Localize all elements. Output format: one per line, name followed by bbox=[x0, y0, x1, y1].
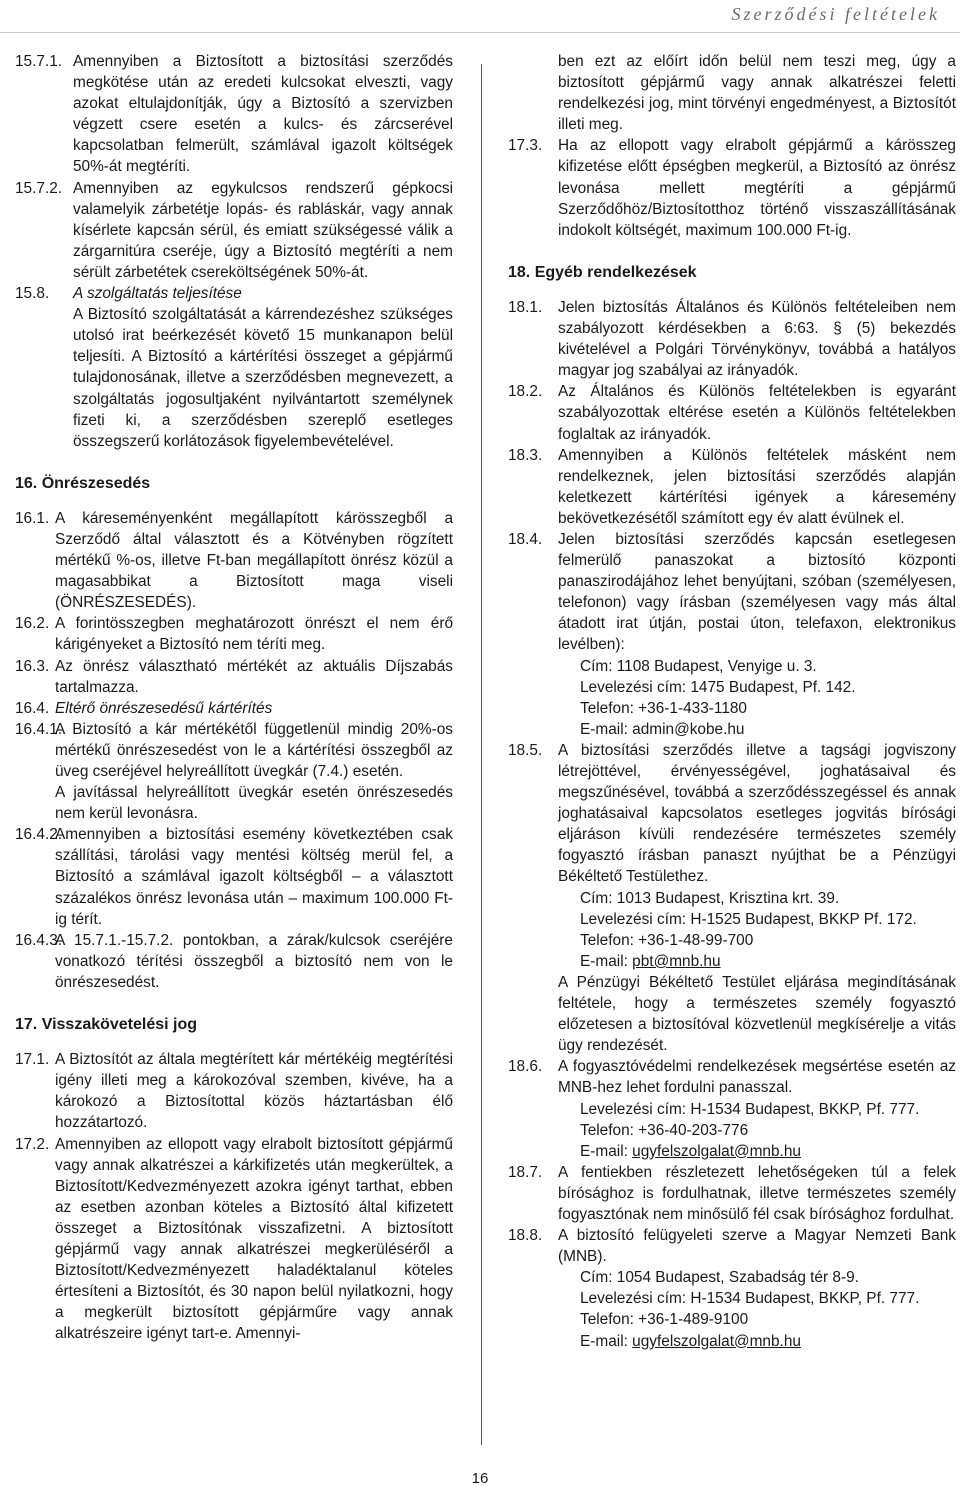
clause-16-4-3 bbox=[15, 930, 453, 993]
clause-text: A 15.7.1.-15.7.2. pontokban, a zárak/kulcsok cseréjére vonatkozó térítési összegből a biztosító nem von le önrészesedést. bbox=[55, 931, 453, 991]
clause-number: 17.2. bbox=[15, 1135, 50, 1153]
clause-number: 18.2. bbox=[508, 383, 543, 401]
section-heading-17: 17. Visszakövetelési jog bbox=[15, 1016, 198, 1034]
clause-title: Eltérő önrészesedésű kártérítés bbox=[55, 699, 273, 717]
left-column bbox=[15, 51, 453, 1344]
clause-number: 16.2. bbox=[15, 615, 50, 633]
clause-number: 18.1. bbox=[508, 298, 543, 316]
clause-text: Amennyiben a biztosítási esemény következtében csak szállítási, tárolási vagy mentési költség merül fel, a Biztosító a számlával igazolt költségből – a választott százalékos önrész levonása után – maximum 100.000 Ft-ig térít. bbox=[55, 826, 453, 928]
clause-number: 16.1. bbox=[15, 509, 50, 527]
clause-text: Az önrész választható mértékét az aktuális Díjszabás tartalmazza. bbox=[55, 657, 453, 696]
right-column bbox=[508, 51, 956, 1352]
clause-number: 18.6. bbox=[508, 1058, 543, 1076]
clause-text-2: A Pénzügyi Békéltető Testület eljárása megindításának feltétele, hogy a természetes személy fogyasztó előzetesen a biztosítóval közvetlenül megkísérelje a vitás ügy rendezését. bbox=[558, 973, 956, 1055]
clause-16-4-1 bbox=[15, 719, 453, 824]
clause-17-1 bbox=[15, 1049, 453, 1133]
address-line: Levelezési cím: 1475 Budapest, Pf. 142. bbox=[580, 678, 856, 696]
email-line bbox=[558, 1141, 956, 1162]
section-heading-18: 18. Egyéb rendelkezések bbox=[508, 263, 697, 281]
clause-number: 15.7.1. bbox=[15, 53, 63, 70]
clause-text: Jelen biztosítás Általános és Különös feltételeiben nem szabályozott kérdésekben a 6:63. § (5) bekezdés kivételével a Polgári Törvénykönyv, továbbá a hatályos magyar jog szabályai az irányadók. bbox=[558, 298, 956, 380]
email-label: E-mail: bbox=[580, 1142, 633, 1160]
clause-text: A Biztosító a kár mértékétől függetlenül mindig 20%-os mértékű önrészesedést von le a kártérítési összegből az üveg cseréjével helyreállított üvegkár (7.4.) esetén. bbox=[55, 720, 453, 780]
clause-18-3 bbox=[508, 445, 956, 529]
clause-number: 15.8. bbox=[15, 285, 50, 303]
clause-18-2 bbox=[508, 381, 956, 444]
clause-number: 16.4.2. bbox=[15, 826, 63, 844]
clause-number: 16.4.3. bbox=[15, 931, 63, 949]
clause-number: 18.5. bbox=[508, 741, 543, 759]
clause-15-8 bbox=[15, 283, 453, 452]
clause-text: Amennyiben az egykulcsos rendszerű gépkocsi valamelyik zárbetétje lopás- és rabláskár, vagy annak kísérlete kapcsán sérül, és emiatt szükségessé válik a zárgarnitúra cseréje, úgy a Biztosító megtéríti a nem sérült zárbetétek csereköltségének 50%-át. bbox=[73, 179, 453, 281]
clause-text: A biztosító felügyeleti szerve a Magyar Nemzeti Bank (MNB). bbox=[558, 1227, 956, 1266]
email-line bbox=[558, 1331, 956, 1352]
clause-text: Amennyiben a Különös feltételek másként nem rendelkeznek, jelen biztosítási szerződés alapján keletkezett kártérítési igények a káresemény bekövetkezésétől számított egy év alatt évülnek el. bbox=[558, 446, 956, 527]
phone-line: Telefon: +36-1-489-9100 bbox=[580, 1311, 749, 1329]
header-rule bbox=[0, 32, 960, 33]
clause-text: A Biztosító szolgáltatását a kárrendezéshez szükséges utolsó irat beérkezését követő 15 munkanapon belül teljesíti. A Biztosító a kártérítési összeget a gépjármű tulajdonosának, illetve a szerződésben megnevezett, a szolgáltatás jogosultjaként nyilvántartott személynek fizeti ki, a szerződésben szereplő esetleges összegszerű korlátozások figyelembevételével. bbox=[73, 306, 453, 450]
clause-text: A fogyasztóvédelmi rendelkezések megsértése esetén az MNB-hez lehet fordulni panasszal. bbox=[558, 1058, 956, 1097]
clause-16-4-2 bbox=[15, 824, 453, 929]
clause-16-2 bbox=[15, 613, 453, 655]
clause-number: 18.7. bbox=[508, 1163, 543, 1181]
clause-number: 17.1. bbox=[15, 1051, 50, 1069]
email-line: E-mail: admin@kobe.hu bbox=[580, 720, 745, 738]
clause-16-1 bbox=[15, 508, 453, 613]
clause-17-2 bbox=[15, 1134, 453, 1345]
page-header bbox=[0, 0, 960, 42]
clause-18-6 bbox=[508, 1056, 956, 1161]
clause-text: Az Általános és Különös feltételekben is egyaránt szabályozottak eltérése esetén a Különös feltételekben foglaltak az irányadók. bbox=[558, 383, 956, 443]
phone-line: Telefon: +36-1-433-1180 bbox=[580, 699, 747, 717]
email-label: E-mail: bbox=[580, 952, 633, 970]
clause-number: 16.4. bbox=[15, 699, 50, 717]
page-number: 16 bbox=[471, 1470, 489, 1487]
clause-number: 15.7.2. bbox=[15, 179, 63, 197]
column-divider bbox=[481, 64, 482, 1445]
clause-text-2: A javítással helyreállított üvegkár esetén önrészesedés nem kerül levonásra. bbox=[55, 784, 453, 823]
clause-title: A szolgáltatás teljesítése bbox=[73, 285, 242, 303]
clause-text: A káreseményenként megállapított kárösszegből a Szerződő által választott és a Kötvényben rögzített mértékű %-os, illetve Ft-ban megállapított önrész közül a magasabbikat a Biztosított maga viseli (ÖNRÉSZESEDÉS). bbox=[55, 509, 453, 612]
clause-16-4 bbox=[15, 698, 453, 719]
address-line: Cím: 1054 Budapest, Szabadság tér 8-9. bbox=[580, 1269, 859, 1287]
clause-number: 18.3. bbox=[508, 446, 543, 464]
email-link[interactable]: ugyfelszolgalat@mnb.hu bbox=[632, 1332, 801, 1350]
clause-text: A forintösszegben meghatározott önrészt el nem érő kárigényeket a Biztosító nem téríti meg. bbox=[55, 615, 453, 654]
clause-15-7-2 bbox=[15, 178, 453, 283]
address-line: Cím: 1013 Budapest, Krisztina krt. 39. bbox=[580, 889, 840, 907]
clause-18-4 bbox=[508, 529, 956, 740]
address-line: Levelezési cím: H-1534 Budapest, BKKP, Pf. 777. bbox=[580, 1290, 920, 1308]
clause-text: Amennyiben a Biztosított a biztosítási szerződés megkötése után az eredeti kulcsokat elveszti, vagy azokat eltulajdonítják, úgy a Biztosító a szervizben végzett csere esetén a kulcs- és zárcserével kapcsolatban felmerült, számlával igazolt költségek 50%-át megtéríti. bbox=[73, 53, 453, 176]
clause-text: A fentiekben részletezett lehetőségeken túl a felek bírósághoz is fordulhatnak, illetve természetes személy fogyasztónak nem minősülő fél csak bírósághoz fordulhat. bbox=[558, 1163, 956, 1223]
clause-number: 18.8. bbox=[508, 1227, 543, 1245]
clause-number: 18.4. bbox=[508, 530, 543, 548]
clause-17-3 bbox=[508, 135, 956, 240]
phone-line: Telefon: +36-1-48-99-700 bbox=[580, 931, 754, 949]
section-heading-16: 16. Önrészesedés bbox=[15, 474, 151, 492]
clause-text: Ha az ellopott vagy elrabolt gépjármű a kárösszeg kifizetése előtt épségben megkerül, a Biztosító az önrész levonása mellett megtéríti a gépjármű Szerződőhöz/Biztosítotthoz történő visszaszállításának indokolt költségét, maximum 100.000 Ft-ig. bbox=[558, 137, 956, 239]
email-link[interactable]: ugyfelszolgalat@mnb.hu bbox=[632, 1142, 801, 1160]
clause-15-7-1 bbox=[15, 51, 453, 178]
email-line bbox=[558, 951, 956, 972]
clause-text: A biztosítási szerződés illetve a tagsági jogviszony létrejöttével, érvényességével, joghatásaival és megszűnésével, továbbá a szerződésszegéssel és annak joghatásaival kapcsolatos esetleges jogvitás bírósági eljáráson kívüli rendezésére természetes személy fogyasztó írásban panaszt nyújthat be a Pénzügyi Békéltető Testülethez. bbox=[558, 741, 956, 886]
email-label: E-mail: bbox=[580, 1332, 633, 1350]
clause-18-7 bbox=[508, 1162, 956, 1225]
clause-text: ben ezt az előírt időn belül nem teszi meg, úgy a biztosított gépjármű vagy annak alkatrészei feletti rendelkezési jog, mint törvényi engedményest, a Biztosítót illeti meg. bbox=[558, 53, 956, 134]
clause-number: 16.4.1. bbox=[15, 720, 63, 738]
clause-16-3 bbox=[15, 656, 453, 698]
address-line: Levelezési cím: H-1534 Budapest, BKKP, Pf. 777. bbox=[580, 1100, 920, 1118]
clause-text: Amennyiben az ellopott vagy elrabolt biztosított gépjármű vagy annak alkatrészei a kárkifizetés után megkerültek, a Biztosított/Kedvezményezett azokra igényt tarthat, ebben az esetben azonban köteles a Biztosító által kifizetett összeget a Biztosítónak visszafizetni. A biztosított gépjármű vagy annak alkatrészei megkerüléséről a Biztosított/Kedvezményezett haladéktalanul köteles értesíteni a Biztosítót, és 30 napon belül nyilatkozni, hogy a megkerült biztosított gépjárműre vagy annak alkatrészeire igényt tart-e. Amennyi- bbox=[55, 1135, 453, 1343]
clause-number: 17.3. bbox=[508, 137, 543, 155]
email-link[interactable]: pbt@mnb.hu bbox=[632, 952, 721, 970]
clause-text: Jelen biztosítási szerződés kapcsán esetlegesen felmerülő panaszokat a biztosító központi panaszirodájához lehet benyújtani, szóban (személyesen, telefonon) vagy írásban (személyesen vagy más által átadott irat útján, postai úton, telefaxon, elektronikus levélben): bbox=[558, 530, 956, 654]
phone-line: Telefon: +36-40-203-776 bbox=[580, 1121, 749, 1139]
clause-number: 16.3. bbox=[15, 657, 50, 675]
clause-18-1 bbox=[508, 297, 956, 381]
clause-18-5 bbox=[508, 740, 956, 1056]
clause-text: A Biztosítót az általa megtérített kár mértékéig megtérítési igény illeti meg a károkozóval szemben, kivéve, ha a károkozó a Biztosítottal közös háztartásban élő hozzátartozó. bbox=[55, 1051, 453, 1132]
clause-17-2-continued bbox=[508, 51, 956, 135]
address-line: Cím: 1108 Budapest, Venyige u. 3. bbox=[580, 657, 817, 675]
clause-18-8 bbox=[508, 1225, 956, 1352]
address-line: Levelezési cím: H-1525 Budapest, BKKP Pf. 172. bbox=[580, 910, 917, 928]
header-title: Szerződési feltételek bbox=[731, 4, 940, 24]
